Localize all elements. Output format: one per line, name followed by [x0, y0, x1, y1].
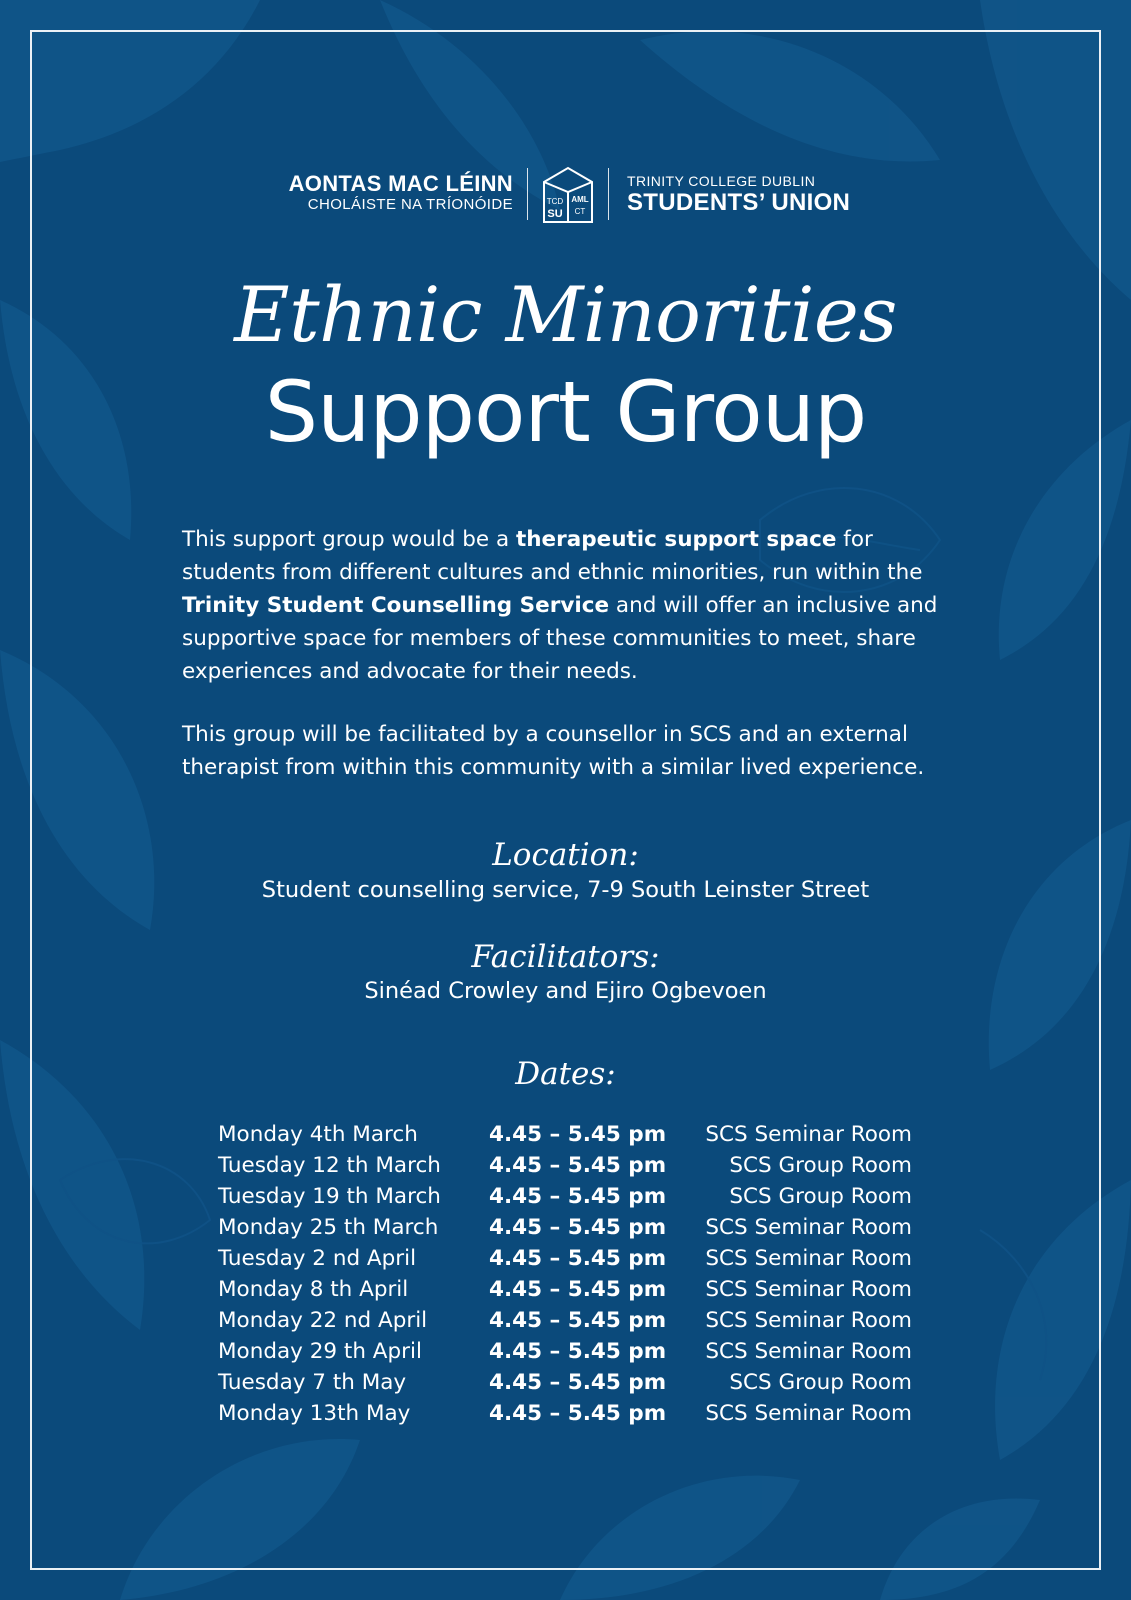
dates-table	[218, 1119, 918, 1429]
date-time: 4.45 – 5.45 pm	[489, 1401, 667, 1426]
date-room: SCS Seminar Room	[705, 1122, 912, 1147]
location-heading: Location:	[492, 837, 639, 873]
intro-p1-text-b: for students from different cultures and ethnic minorities, run within the	[182, 527, 923, 585]
date-time: 4.45 – 5.45 pm	[489, 1339, 667, 1364]
date-time: 4.45 – 5.45 pm	[489, 1277, 667, 1302]
date-day: Monday 13th May	[218, 1401, 411, 1426]
date-day: Tuesday 12 th March	[218, 1153, 441, 1178]
intro-paragraph-2: This group will be facilitated by a counsellor in SCS and an external therapist from within this community with a similar lived experience.	[182, 722, 925, 780]
date-room: SCS Seminar Room	[705, 1401, 912, 1426]
title-line1: Ethnic Minorities	[234, 270, 897, 359]
date-day: Monday 8 th April	[218, 1277, 409, 1302]
date-room: SCS Seminar Room	[705, 1215, 912, 1240]
date-time: 4.45 – 5.45 pm	[489, 1153, 667, 1178]
logo-text-ct: CT	[574, 207, 586, 216]
date-row	[218, 1274, 918, 1305]
date-row	[218, 1367, 918, 1398]
english-name-line2: STUDENTS’ UNION	[627, 189, 851, 216]
su-logo-header	[0, 162, 1131, 222]
date-room: SCS Group Room	[729, 1153, 912, 1178]
english-name-block	[627, 172, 850, 216]
irish-name-line2: CHOLÁISTE NA TRÍONÓIDE	[307, 196, 513, 213]
title-line2: Support Group	[264, 363, 867, 461]
date-room: SCS Seminar Room	[705, 1246, 912, 1271]
date-day: Monday 25 th March	[218, 1215, 439, 1240]
logo-text-aml: AML	[571, 195, 589, 204]
date-day: Monday 4th March	[218, 1122, 418, 1147]
date-day: Tuesday 7 th May	[218, 1370, 407, 1395]
english-name-line1: TRINITY COLLEGE DUBLIN	[627, 173, 816, 189]
date-row	[218, 1150, 918, 1181]
logo-text-tcd: TCD	[546, 197, 564, 206]
date-row	[218, 1305, 918, 1336]
date-room: SCS Group Room	[729, 1184, 912, 1209]
irish-name-block	[289, 172, 513, 214]
date-day: Tuesday 19 th March	[218, 1184, 441, 1209]
intro-p1-text-c: and will offer an inclusive and supportive space for members of these communities to meet, share experiences and advocate for their needs.	[182, 593, 938, 684]
date-room: SCS Seminar Room	[705, 1339, 912, 1364]
date-time: 4.45 – 5.45 pm	[489, 1246, 667, 1271]
su-house-logo-icon	[538, 162, 598, 224]
divider-right	[608, 168, 609, 220]
date-time: 4.45 – 5.45 pm	[489, 1308, 667, 1333]
intro-p1-text-a: This support group would be a	[182, 527, 516, 552]
date-time: 4.45 – 5.45 pm	[489, 1184, 667, 1209]
date-day: Monday 29 th April	[218, 1339, 422, 1364]
date-time: 4.45 – 5.45 pm	[489, 1370, 667, 1395]
date-row	[218, 1119, 918, 1150]
logo-text-su: SU	[547, 208, 563, 220]
facilitators-heading: Facilitators:	[471, 939, 660, 975]
facilitators-value: Sinéad Crowley and Ejiro Ogbevoen	[364, 978, 767, 1004]
date-room: SCS Group Room	[729, 1370, 912, 1395]
date-day: Tuesday 2 nd April	[218, 1246, 417, 1271]
intro-paragraph-1	[182, 523, 972, 688]
location-value: Student counselling service, 7-9 South Leinster Street	[261, 877, 870, 903]
divider-left	[527, 168, 528, 220]
intro-p1-bold-a: therapeutic support space	[515, 527, 837, 552]
intro-p1-bold-b: Trinity Student Counselling Service	[182, 593, 610, 618]
date-time: 4.45 – 5.45 pm	[489, 1122, 667, 1147]
date-room: SCS Seminar Room	[705, 1308, 912, 1333]
date-row	[218, 1398, 918, 1429]
date-time: 4.45 – 5.45 pm	[489, 1215, 667, 1240]
date-row	[218, 1212, 918, 1243]
irish-name-line1: AONTAS MAC LÉINN	[288, 171, 513, 196]
date-day: Monday 22 nd April	[218, 1308, 428, 1333]
dates-heading: Dates:	[515, 1056, 616, 1092]
date-row	[218, 1243, 918, 1274]
date-room: SCS Seminar Room	[705, 1277, 912, 1302]
date-row	[218, 1336, 918, 1367]
date-row	[218, 1181, 918, 1212]
